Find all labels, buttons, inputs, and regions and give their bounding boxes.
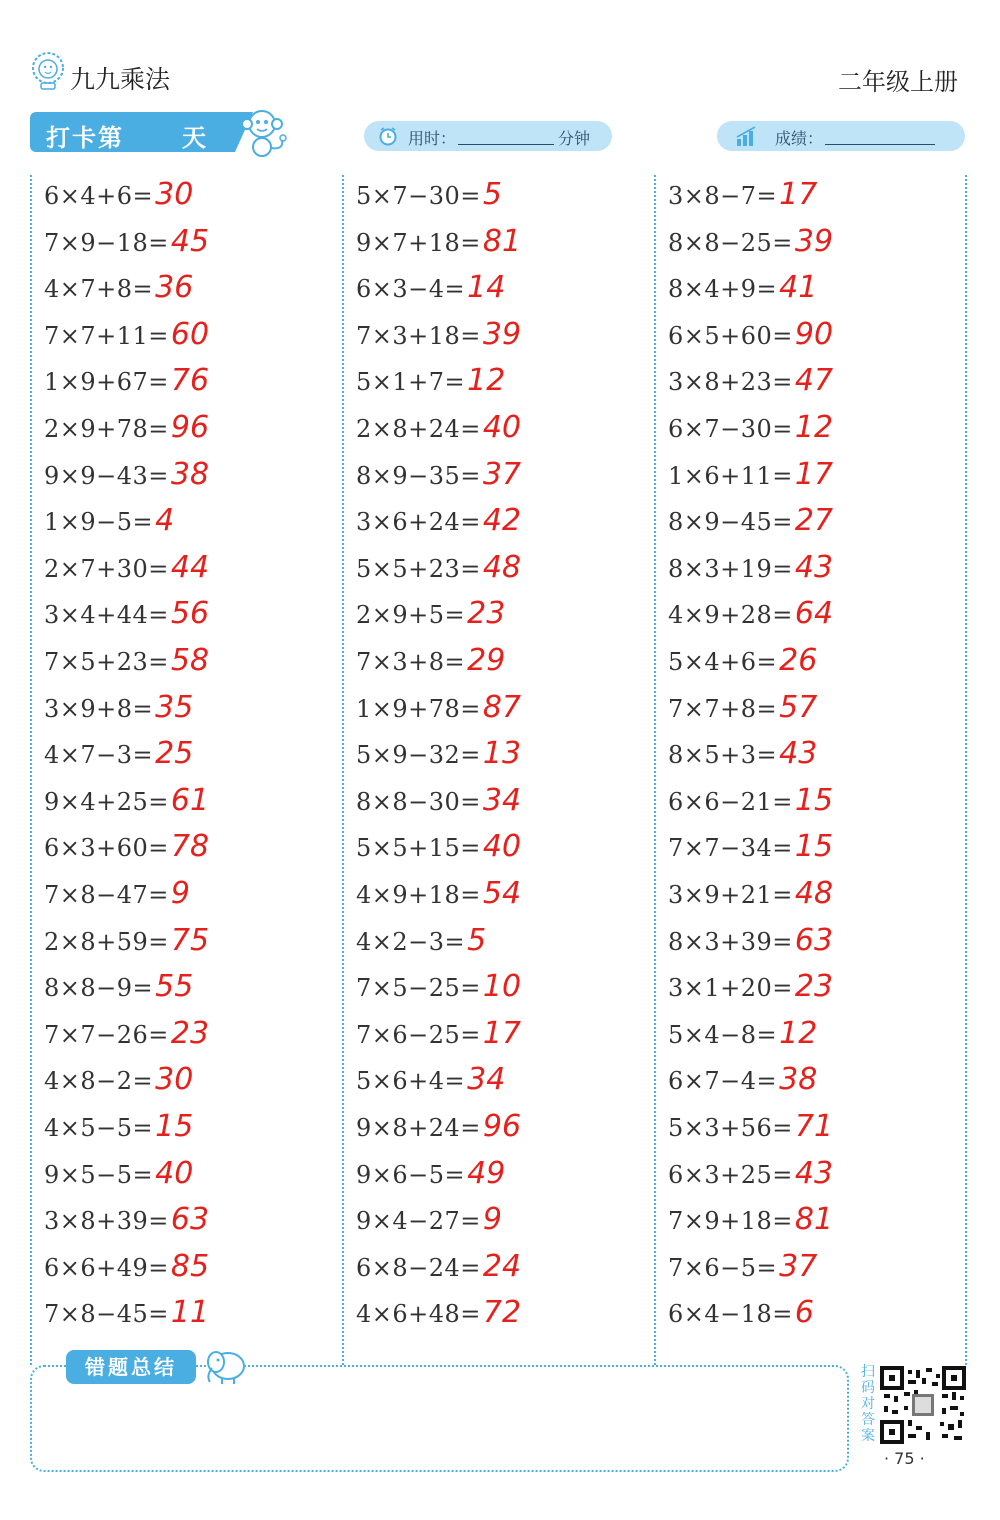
handwritten-answer[interactable]: 72	[482, 1295, 522, 1331]
problem-row	[668, 1293, 814, 1333]
handwritten-answer[interactable]: 4	[155, 503, 175, 539]
handwritten-answer[interactable]: 15	[794, 782, 834, 818]
problem-row	[668, 594, 833, 634]
problem-expression: 1×9+67=	[44, 368, 169, 397]
problem-row	[356, 1014, 521, 1054]
problem-row	[356, 594, 505, 634]
handwritten-answer[interactable]: 36	[155, 270, 194, 306]
handwritten-answer[interactable]: 6	[794, 1295, 814, 1331]
problem-expression: 9×8+24=	[356, 1114, 481, 1142]
problem-expression: 6×7−4=	[668, 1067, 778, 1096]
handwritten-answer[interactable]: 23	[170, 1015, 210, 1051]
problem-expression: 9×7+18=	[356, 228, 481, 257]
problem-expression: 5×4+6=	[668, 648, 778, 676]
handwritten-answer[interactable]: 76	[170, 363, 210, 399]
handwritten-answer[interactable]: 23	[467, 596, 506, 632]
problem-expression: 9×6−5=	[356, 1160, 466, 1189]
handwritten-answer[interactable]: 39	[794, 223, 834, 259]
handwritten-answer[interactable]: 43	[794, 549, 834, 585]
problem-row	[44, 827, 209, 867]
handwritten-answer[interactable]: 17	[482, 1015, 522, 1051]
problem-row	[356, 548, 521, 588]
problem-row	[668, 1247, 817, 1287]
problem-row	[356, 175, 502, 215]
problem-expression: 4×5−5=	[44, 1114, 154, 1142]
problem-row	[44, 688, 193, 728]
problem-row	[668, 1060, 817, 1100]
problem-expression: 7×8−45=	[44, 1300, 169, 1329]
problem-expression: 5×6+4=	[356, 1067, 466, 1096]
problem-row	[356, 921, 486, 961]
problem-expression: 4×2−3=	[356, 927, 466, 956]
handwritten-answer[interactable]: 26	[779, 643, 818, 678]
problem-expression: 1×9+78=	[356, 694, 481, 723]
handwritten-answer[interactable]: 41	[779, 270, 818, 306]
problem-row	[44, 641, 209, 681]
lion-logo-icon	[30, 50, 66, 90]
problem-expression: 7×8−47=	[44, 881, 169, 909]
column-divider	[342, 175, 344, 1365]
handwritten-answer[interactable]: 12	[779, 1015, 818, 1051]
problem-expression: 7×6−25=	[356, 1020, 481, 1049]
problem-row	[356, 734, 521, 774]
time-blank[interactable]	[458, 144, 554, 145]
handwritten-answer[interactable]: 43	[794, 1155, 834, 1191]
handwritten-answer[interactable]: 13	[482, 736, 522, 772]
handwritten-answer[interactable]: 64	[794, 596, 834, 632]
book-title: 九九乘法	[70, 65, 171, 94]
problem-expression: 6×7−30=	[668, 415, 793, 443]
problem-row	[668, 501, 833, 541]
handwritten-answer[interactable]: 25	[155, 736, 194, 772]
problem-expression: 8×8−30=	[356, 787, 481, 816]
handwritten-answer[interactable]: 30	[155, 1062, 194, 1098]
handwritten-answer[interactable]: 5	[467, 922, 487, 958]
handwritten-answer[interactable]: 87	[482, 689, 522, 725]
problem-row	[356, 688, 521, 728]
problem-row	[668, 921, 833, 961]
score-blank[interactable]	[825, 144, 935, 145]
scan-hint: 扫码对答案	[861, 1364, 875, 1444]
handwritten-answer[interactable]: 5	[482, 177, 502, 212]
problem-expression: 7×7−26=	[44, 1020, 169, 1049]
problem-expression: 7×7+11=	[44, 321, 169, 350]
summary-label: 错题总结	[66, 1350, 196, 1384]
problem-expression: 8×5+3=	[668, 741, 778, 770]
problem-row	[356, 781, 521, 821]
handwritten-answer[interactable]: 63	[170, 1202, 210, 1238]
handwritten-answer[interactable]: 23	[794, 969, 834, 1005]
handwritten-answer[interactable]: 37	[482, 456, 522, 492]
problem-row	[356, 222, 521, 262]
problem-expression: 7×7−34=	[668, 834, 793, 863]
handwritten-answer[interactable]: 60	[170, 316, 210, 352]
handwritten-answer[interactable]: 38	[779, 1062, 818, 1098]
problem-row	[668, 175, 817, 215]
problem-expression: 6×4−18=	[668, 1300, 793, 1329]
problem-row	[356, 827, 521, 867]
problem-row	[44, 734, 193, 774]
problem-row	[668, 408, 833, 448]
problem-row	[668, 315, 833, 355]
problem-expression: 6×8−24=	[356, 1253, 481, 1282]
handwritten-answer[interactable]: 40	[482, 829, 522, 865]
problem-row	[44, 1247, 209, 1287]
problem-row	[356, 641, 505, 681]
problem-expression: 3×8+23=	[668, 368, 793, 397]
problem-expression: 6×3−4=	[356, 275, 466, 304]
problem-row	[668, 1014, 817, 1054]
problem-row	[44, 1154, 193, 1194]
problem-row	[668, 827, 833, 867]
problem-row	[356, 1107, 521, 1147]
problem-expression: 9×9−43=	[44, 461, 169, 490]
grade-label: 二年级上册	[838, 68, 958, 96]
monkey-icon	[236, 104, 290, 160]
column-border-right	[965, 175, 967, 1365]
problem-row	[668, 1200, 833, 1240]
problem-expression: 3×4+44=	[44, 601, 169, 630]
column-border-left	[30, 175, 32, 1365]
problem-row	[44, 408, 209, 448]
handwritten-answer[interactable]: 54	[482, 876, 522, 911]
problem-row	[44, 1014, 209, 1054]
problem-expression: 3×6+24=	[356, 508, 481, 537]
problem-row	[668, 1154, 833, 1194]
checkin-label: 打卡第	[46, 124, 124, 152]
problem-expression: 8×8−9=	[44, 974, 154, 1003]
problem-expression: 2×7+30=	[44, 554, 169, 583]
handwritten-answer[interactable]: 11	[170, 1295, 210, 1331]
handwritten-answer[interactable]: 12	[467, 363, 506, 399]
problem-row	[356, 1060, 505, 1100]
problem-row	[356, 1200, 502, 1240]
problem-expression: 5×1+7=	[356, 368, 466, 397]
problem-row	[356, 455, 521, 495]
handwritten-answer[interactable]: 15	[794, 829, 834, 865]
problem-row	[44, 1107, 193, 1147]
problem-row	[44, 455, 209, 495]
problem-row	[44, 967, 193, 1007]
problem-row	[668, 688, 817, 728]
handwritten-answer[interactable]: 37	[779, 1248, 818, 1284]
problem-expression: 5×7−30=	[356, 182, 481, 210]
handwritten-answer[interactable]: 55	[155, 969, 194, 1005]
handwritten-answer[interactable]: 71	[794, 1109, 834, 1144]
problem-row	[668, 641, 817, 681]
problem-expression: 6×4+6=	[44, 182, 154, 210]
problem-expression: 7×3+8=	[356, 648, 466, 676]
problem-row	[668, 734, 817, 774]
handwritten-answer[interactable]: 34	[482, 782, 522, 818]
problem-row	[44, 1200, 209, 1240]
handwritten-answer[interactable]: 17	[794, 456, 834, 492]
problem-expression: 5×5+23=	[356, 554, 481, 583]
problem-expression: 9×4+25=	[44, 787, 169, 816]
problem-row	[668, 455, 833, 495]
handwritten-answer[interactable]: 57	[779, 689, 818, 725]
problem-row	[356, 315, 521, 355]
handwritten-answer[interactable]: 85	[170, 1248, 210, 1284]
problem-row	[356, 268, 505, 308]
problem-expression: 4×7+8=	[44, 275, 154, 304]
problem-row	[44, 175, 193, 215]
checkin-banner	[30, 112, 235, 152]
problem-row	[44, 874, 190, 914]
problem-row	[44, 781, 209, 821]
handwritten-answer[interactable]: 12	[794, 410, 834, 445]
problem-expression: 4×9+28=	[668, 601, 793, 630]
problem-row	[668, 268, 817, 308]
problem-row	[44, 361, 209, 401]
handwritten-answer[interactable]: 49	[467, 1155, 506, 1191]
handwritten-answer[interactable]: 9	[482, 1202, 502, 1238]
problem-expression: 1×6+11=	[668, 461, 793, 490]
problem-expression: 3×8−7=	[668, 182, 778, 210]
problem-expression: 7×5−25=	[356, 974, 481, 1003]
handwritten-answer[interactable]: 24	[482, 1248, 522, 1284]
problem-row	[356, 1293, 521, 1333]
problem-row	[44, 548, 209, 588]
problem-expression: 5×4−8=	[668, 1020, 778, 1049]
problem-row	[668, 874, 833, 914]
problem-row	[44, 1060, 193, 1100]
time-label: 用时：	[408, 129, 457, 148]
handwritten-answer[interactable]: 63	[794, 922, 834, 958]
column-divider	[654, 175, 656, 1365]
problem-expression: 1×9−5=	[44, 508, 154, 537]
problem-expression: 8×3+19=	[668, 554, 793, 583]
time-unit: 分钟	[558, 129, 591, 148]
problem-expression: 2×8+59=	[44, 927, 169, 956]
score-label: 成绩：	[775, 129, 824, 148]
handwritten-answer[interactable]: 47	[794, 363, 834, 399]
page-number: · 75 ·	[884, 1449, 925, 1468]
handwritten-answer[interactable]: 96	[170, 410, 210, 445]
handwritten-answer[interactable]: 40	[482, 410, 522, 445]
problem-expression: 7×6−5=	[668, 1253, 778, 1282]
handwritten-answer[interactable]: 75	[170, 922, 210, 958]
handwritten-answer[interactable]: 34	[467, 1062, 506, 1098]
problem-row	[356, 874, 521, 914]
problem-expression: 3×8+39=	[44, 1207, 169, 1236]
handwritten-answer[interactable]: 17	[779, 177, 818, 212]
problem-row	[44, 921, 209, 961]
problem-row	[668, 781, 833, 821]
score-field	[717, 121, 965, 151]
handwritten-answer[interactable]: 15	[155, 1109, 194, 1144]
problem-expression: 4×6+48=	[356, 1300, 481, 1329]
problem-row	[668, 548, 833, 588]
handwritten-answer[interactable]: 10	[482, 969, 522, 1005]
problem-row	[356, 408, 521, 448]
problem-expression: 7×9−18=	[44, 228, 169, 257]
problem-row	[44, 315, 209, 355]
clock-icon	[378, 126, 398, 146]
handwritten-answer[interactable]: 30	[155, 177, 194, 212]
handwritten-answer[interactable]: 14	[467, 270, 506, 306]
handwritten-answer[interactable]: 45	[170, 223, 210, 259]
handwritten-answer[interactable]: 44	[170, 549, 210, 585]
handwritten-answer[interactable]: 42	[482, 503, 522, 539]
problem-expression: 3×9+8=	[44, 694, 154, 723]
problem-expression: 4×9+18=	[356, 881, 481, 909]
chart-icon	[735, 125, 761, 147]
qr-code-icon[interactable]	[880, 1366, 966, 1444]
handwritten-answer[interactable]: 40	[155, 1155, 194, 1191]
problem-row	[44, 1293, 209, 1333]
problem-expression: 2×8+24=	[356, 415, 481, 443]
handwritten-answer[interactable]: 9	[170, 876, 190, 911]
problem-expression: 2×9+5=	[356, 601, 466, 630]
problem-expression: 8×4+9=	[668, 275, 778, 304]
handwritten-answer[interactable]: 96	[482, 1109, 522, 1144]
problem-row	[44, 501, 174, 541]
problem-expression: 8×9−45=	[668, 508, 793, 537]
problem-expression: 7×3+18=	[356, 321, 481, 350]
problem-expression: 2×9+78=	[44, 415, 169, 443]
problem-row	[356, 1154, 505, 1194]
time-field	[364, 121, 612, 151]
handwritten-answer[interactable]: 58	[170, 643, 210, 678]
problem-expression: 8×3+39=	[668, 927, 793, 956]
handwritten-answer[interactable]: 48	[794, 876, 834, 911]
problem-expression: 6×5+60=	[668, 321, 793, 350]
elephant-icon	[198, 1346, 252, 1386]
problem-expression: 6×3+60=	[44, 834, 169, 863]
problem-row	[44, 594, 209, 634]
problem-expression: 4×8−2=	[44, 1067, 154, 1096]
problem-expression: 7×9+18=	[668, 1207, 793, 1236]
handwritten-answer[interactable]: 78	[170, 829, 210, 865]
problem-expression: 5×3+56=	[668, 1114, 793, 1142]
handwritten-answer[interactable]: 90	[794, 316, 834, 352]
problem-expression: 3×1+20=	[668, 974, 793, 1003]
handwritten-answer[interactable]: 56	[170, 596, 210, 632]
handwritten-answer[interactable]: 81	[794, 1202, 834, 1238]
problem-row	[356, 361, 505, 401]
handwritten-answer[interactable]: 61	[170, 782, 210, 818]
problem-row	[44, 222, 209, 262]
handwritten-answer[interactable]: 38	[170, 456, 210, 492]
problem-expression: 8×8−25=	[668, 228, 793, 257]
checkin-day-label: 天	[182, 124, 206, 152]
problem-row	[668, 967, 833, 1007]
problem-row	[668, 1107, 833, 1147]
problem-expression: 5×9−32=	[356, 741, 481, 770]
problem-expression: 9×4−27=	[356, 1207, 481, 1236]
handwritten-answer[interactable]: 35	[155, 689, 194, 725]
problem-row	[356, 501, 521, 541]
problem-expression: 8×9−35=	[356, 461, 481, 490]
problem-expression: 7×5+23=	[44, 648, 169, 676]
problem-expression: 3×9+21=	[668, 881, 793, 909]
handwritten-answer[interactable]: 29	[467, 643, 506, 678]
handwritten-answer[interactable]: 39	[482, 316, 522, 352]
handwritten-answer[interactable]: 81	[482, 223, 522, 259]
handwritten-answer[interactable]: 43	[779, 736, 818, 772]
problem-expression: 9×5−5=	[44, 1160, 154, 1189]
problem-row	[668, 361, 833, 401]
problem-expression: 6×6−21=	[668, 787, 793, 816]
handwritten-answer[interactable]: 27	[794, 503, 834, 539]
problem-expression: 7×7+8=	[668, 694, 778, 723]
problem-row	[44, 268, 193, 308]
problem-expression: 6×6+49=	[44, 1253, 169, 1282]
problem-row	[356, 1247, 521, 1287]
handwritten-answer[interactable]: 48	[482, 549, 522, 585]
problem-row	[668, 222, 833, 262]
problem-expression: 4×7−3=	[44, 741, 154, 770]
problem-row	[356, 967, 521, 1007]
problem-expression: 5×5+15=	[356, 834, 481, 863]
problem-expression: 6×3+25=	[668, 1160, 793, 1189]
